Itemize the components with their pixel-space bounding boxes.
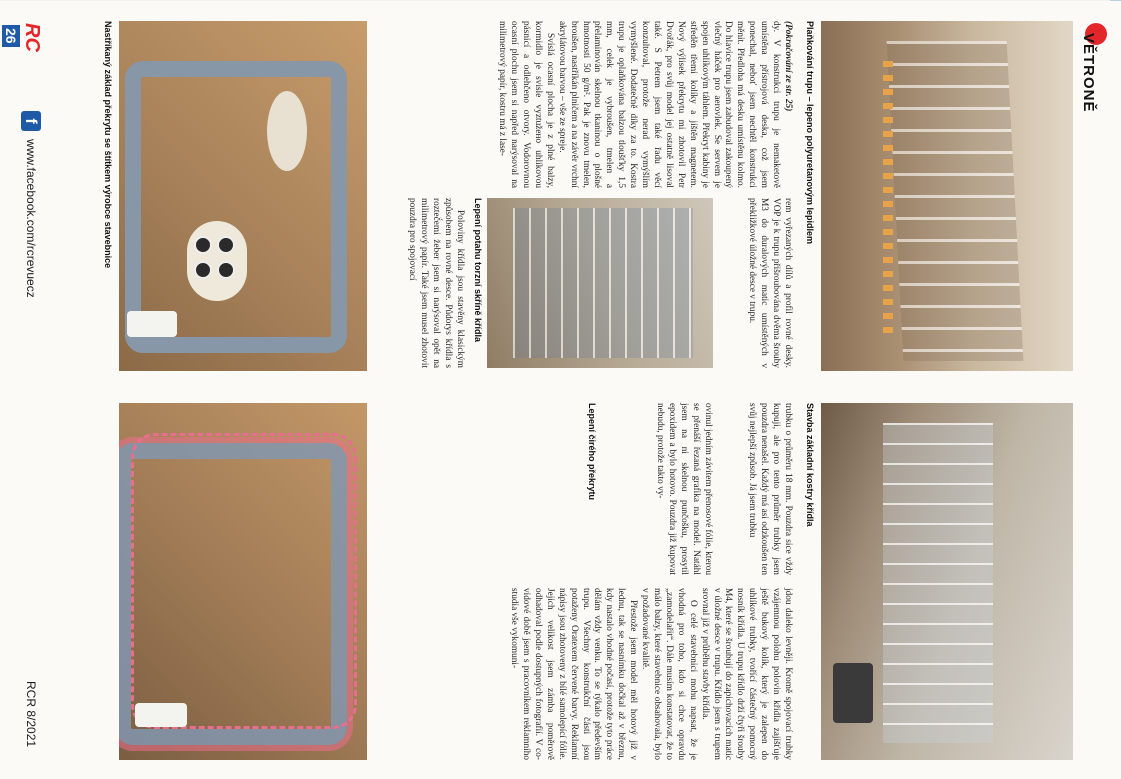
clamp-row bbox=[883, 61, 893, 341]
continuation-note: (Pokračování ze str. 25) bbox=[782, 20, 793, 111]
heading-trup: Plaňkování trupu – lepeno polyuretanovým lepidlem bbox=[804, 20, 815, 244]
photo-fuselage-planking bbox=[821, 21, 1073, 371]
rc-logo bbox=[2, 22, 43, 73]
photo-clear-canopy bbox=[119, 403, 367, 760]
gauge-dial bbox=[217, 261, 235, 279]
column-3a bbox=[718, 403, 793, 575]
gauge-dial bbox=[217, 236, 235, 254]
paragraph-2b: Polovinу křídla jsou stavěny klasickým způsobem na rovné desce. Půdorys křídla s rozteč́emi žeber jsem si narýsoval opět na milimetrový papír. Také jsem musel zhotovit pouzdra pro spojovací bbox=[406, 197, 465, 368]
column-3b bbox=[603, 403, 713, 575]
heading-stitek: Nastříkaný základ překrytu se štítkem výrobce stavebnice bbox=[102, 20, 113, 268]
wing-skin bbox=[513, 208, 693, 358]
canopy-frame bbox=[125, 61, 347, 353]
rc-logo-text: RC bbox=[20, 22, 43, 52]
column-4 bbox=[383, 588, 793, 760]
manufacturer-badge bbox=[267, 91, 307, 171]
photo-torsion-box bbox=[487, 198, 713, 368]
gauge-dial bbox=[194, 236, 212, 254]
gauge-dial bbox=[194, 261, 212, 279]
heading-cire: Lepení čirého překrytu bbox=[586, 402, 597, 500]
radio-device bbox=[833, 663, 873, 723]
issue-label: RCR 8/2021 bbox=[23, 680, 38, 747]
magazine-page bbox=[0, 1, 1121, 779]
page-number: 26 bbox=[2, 25, 20, 47]
clamp-pins bbox=[131, 433, 357, 729]
paragraph-4: jdou daleko levněji. Kromě spojovací trubky vzájemnou polohu polovin křídla zajišťuje ještě bukový kolík, který je zalepen do uhlíkové trubky, tvořící částečný pomocný nosník křídla. U trupu křídlo drží čtyři šrouby M4, které se šroubují do zapichovacích matic v úložné desce v trupu. Křídlo jsem s trupem srovnal již v průběhu stavby křídla. bbox=[699, 587, 793, 760]
paragraph-1: dy. V konstrukci trupu je nemaketově umístěna přístrojová deska, což jsem ponechal, neboť jsem nechtěl konstrukci měnit. Předloha má desku umístěnu kolmo. Do hlavice trupu jsem zabudoval zakoupený vlečný háček pro aerovlek. Se servem je spojen uhlíkovým táhlem. Překryt kabiny je středěn třemi kolíky a jištěn magnetem. Nový výlisek překrytu mi zhotovil Petr Dvořák, pro svůj model jej ostatně lisoval také. S Petrem jsem také řadu věcí konzultoval, protože nerad vymýšlím vymyšlené. Dodatečně díky za to. Kostra trupu je oplaňkována balzou tloušťky 1,5 mm, celek je vybroušen, tmelen a přelaminován skelnou tkaninou o plošné hmotnosti 50 g/m². Pak je znovu tmelen, broušen, nastříkán plničem a na závěr vrchní akrylátovou barvou – vše ze spreje. bbox=[556, 20, 781, 188]
heading-kostra: Stavba základní kostry křídla bbox=[804, 402, 815, 527]
paragraph-2a: rem vyřezaných dílů a profil rovné desky. VOP je k trupu přišroubována dvěma šrouby M3 do duralových matic umístěných v překližkové úložné desce v trupu. bbox=[746, 197, 793, 368]
paragraph-4b: O celé stavebnici mohu napsat, že je vhodná pro toho, kdo si chce opravdu „zamodelařit“. Dále musím konstatovat, že to málo balzy, které stavebnice obsahovala, bylo v požadované kvalitě. bbox=[639, 587, 698, 760]
paragraph-3b: ovinul jedním závitem přenosové fólie, kterou se přenáší řezaná grafika na model. Natáhl jsem na ni skelnou punčošku, prosytil epoxidem a bylo hotovo. Pouzdra již kupovat nebudu, protože takto vy- bbox=[654, 402, 713, 575]
photo-canopy-badge bbox=[119, 21, 367, 371]
instrument-panel bbox=[187, 221, 247, 301]
fuselage-planks bbox=[886, 41, 1023, 361]
glue-bottle bbox=[127, 311, 177, 337]
wing-ribs bbox=[883, 423, 993, 743]
heading-potah: Lepení potahu torzní skříně křídla bbox=[472, 197, 483, 342]
column-2a bbox=[718, 198, 793, 368]
column-2b bbox=[387, 198, 465, 368]
facebook-url: www.facebook.com/rcrevuecz bbox=[23, 138, 38, 298]
paragraph-4c: Přestože jsem model měl hotový již v lednu, tak se nasnímku dočkal až v březnu, kdy nastalo vhodné počasí, protože tyto práce dělám vždy venku. To se týkalo především trupu. Všechny konstrukční části jsou potaženy Oratexem červené barvy. Reklamní nápisy jsou zhotoveny z bílé samolepící fólie. Jejich velikost jsem zámba poměrově odhadoval podle dostupných fotografií. V co-vidové době jsem s pracovníkem reklamního studia vše vykomuni- bbox=[508, 587, 638, 760]
paragraph-3a: trubku o průměru 18 mm. Pouzdra sice vždy kupuji, ale pro tento průměr trubky jsem pouzdra nenašel. Každý má asi odzkoušen ten svůj nejlepší způsob. Já jsem trubku bbox=[746, 402, 793, 575]
section-logo bbox=[1073, 23, 1107, 223]
glue-bottle bbox=[135, 703, 187, 727]
paragraph-1b: Svislá ocasní plocha je z plné balzy, kormidlo je svisle vyztužено uhlíkovou pásnicí a odlehčeno otvory. Vodorovnou ocasní plochu jsem si napřed narýsoval na milimetrový papír, kostru má z lasе- bbox=[496, 20, 555, 188]
facebook-icon: f bbox=[21, 111, 41, 131]
column-1 bbox=[393, 21, 793, 188]
section-label: VĚTRONĚ bbox=[1079, 32, 1097, 113]
photo-wing-skeleton bbox=[821, 403, 1073, 760]
